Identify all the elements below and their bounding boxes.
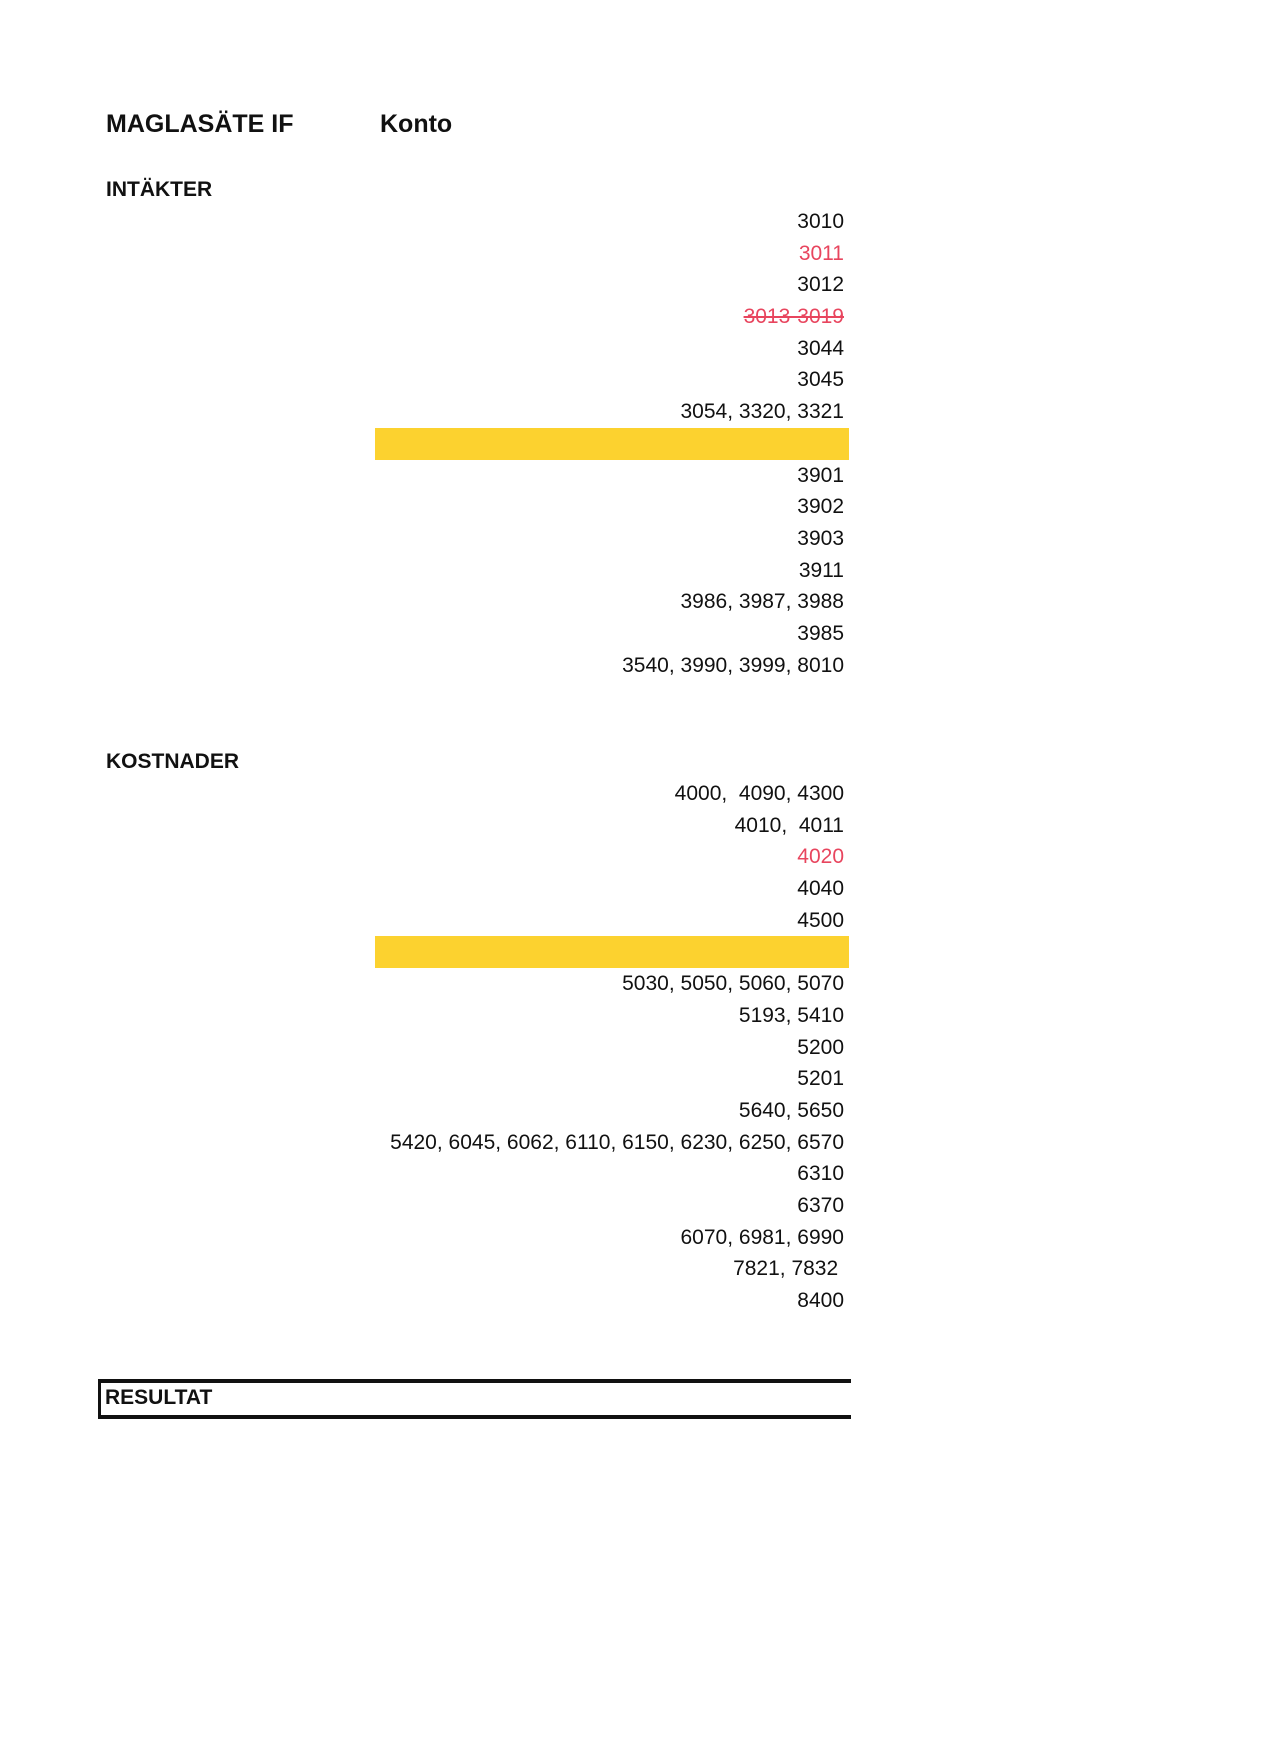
account-row: 5200 (797, 1035, 844, 1059)
account-row: 3054, 3320, 3321 (680, 400, 844, 424)
account-row: 3986, 3987, 3988 (680, 590, 844, 614)
account-row: 3901 (797, 463, 844, 487)
account-row: 4040 (797, 877, 844, 901)
section-kostnader: KOSTNADER (106, 750, 240, 773)
account-row: 6370 (797, 1193, 844, 1217)
account-row: 3012 (797, 273, 844, 297)
account-row: 3010 (797, 210, 844, 233)
account-row: 3011 (798, 241, 844, 265)
resultat-box (98, 1379, 851, 1419)
highlight-bar (375, 428, 849, 460)
account-row: 3540, 3990, 3999, 8010 (622, 653, 844, 677)
account-row: 5420, 6045, 6062, 6110, 6150, 6230, 6250, 6570 (390, 1130, 844, 1154)
highlight-bar (375, 936, 849, 968)
account-row: 3045 (797, 368, 844, 392)
account-row: 4010, 4011 (734, 813, 844, 837)
column-header-konto: Konto (380, 110, 453, 138)
account-row: 6310 (797, 1162, 844, 1186)
account-row: 3985 (797, 621, 844, 645)
account-row: 3902 (797, 495, 844, 519)
account-row: 5030, 5050, 5060, 5070 (622, 972, 844, 996)
account-row: 8400 (797, 1289, 844, 1312)
account-row: 4500 (797, 908, 844, 932)
resultat-label: RESULTAT (105, 1386, 213, 1409)
kostnader-accounts (340, 778, 844, 1317)
org-name: MAGLASÄTE IF (106, 110, 294, 138)
account-row: 5640, 5650 (738, 1098, 844, 1122)
intakter-accounts (340, 206, 844, 681)
account-row: 3911 (798, 558, 844, 582)
section-intakter: INTÄKTER (106, 178, 213, 201)
account-row: 4020 (797, 845, 844, 869)
account-row: 5201 (797, 1067, 844, 1091)
account-row: 3044 (797, 336, 844, 360)
account-row: 6070, 6981, 6990 (680, 1225, 844, 1249)
account-row: 7821, 7832 (733, 1257, 844, 1281)
account-row: 5193, 5410 (738, 1003, 844, 1027)
account-row: 3903 (797, 526, 844, 550)
account-row: 3013-3019 (743, 305, 844, 329)
account-row: 4000, 4090, 4300 (674, 782, 844, 805)
